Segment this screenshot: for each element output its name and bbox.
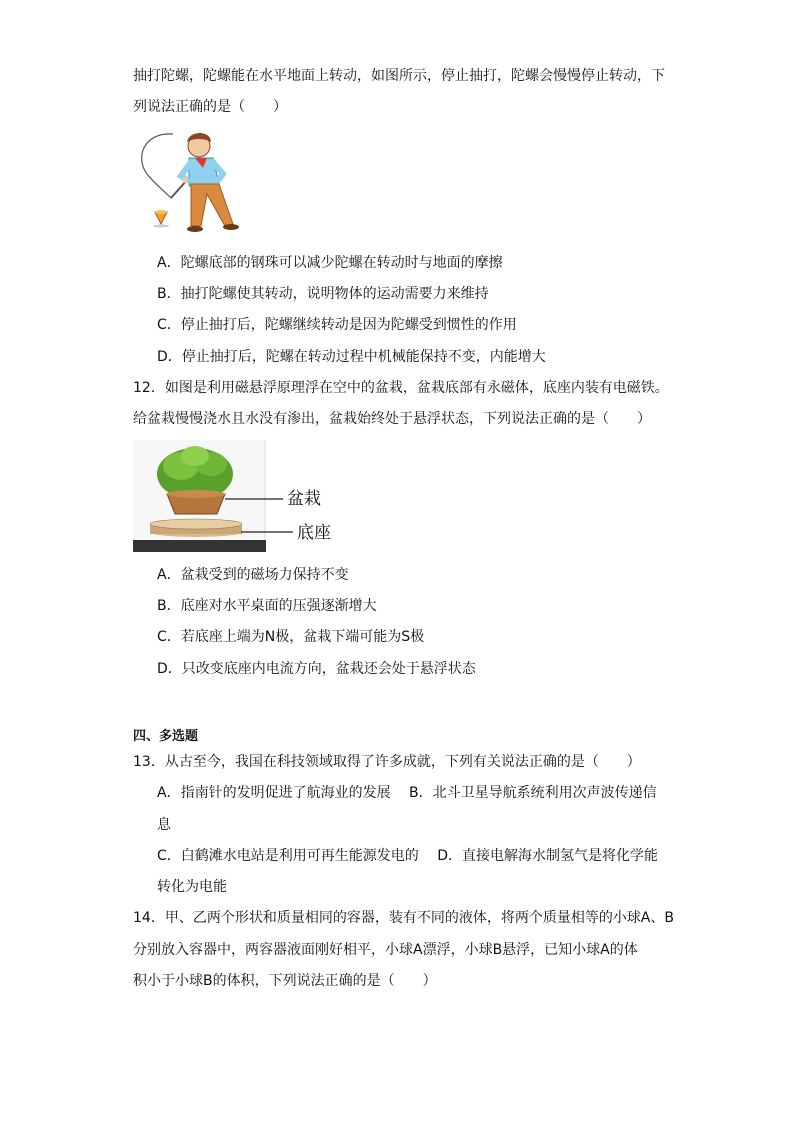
q12-option-b: B．底座对水平桌面的压强逐渐增大 [157,598,377,614]
q11-option-b: B．抽打陀螺使其转动，说明物体的运动需要力来维持 [157,286,489,302]
q14-line2: 分别放入容器中，两容器液面刚好相平，小球A漂浮，小球B悬浮，已知小球A的体 [133,942,638,958]
q11-option-d: D．停止抽打后，陀螺在转动过程中机械能保持不变，内能增大 [157,349,546,365]
q12-figure-label-base: 底座 [297,523,331,543]
section-title: 四、多选题 [133,729,199,744]
boy-whipping-spinning-top-icon [133,128,263,240]
q12-stem-line2: 给盆栽慢慢浇水且水没有渗出，盆栽始终处于悬浮状态，下列说法正确的是（ ） [133,411,651,427]
q11-stem-line1: 抽打陀螺，陀螺能在水平地面上转动，如图所示，停止抽打，陀螺会慢慢停止转动，下 [133,68,665,84]
q13-stem: 13．从古至今，我国在科技领域取得了许多成就，下列有关说法正确的是（ ） [133,754,641,770]
q13-options-row2: C．白鹤滩水电站是利用可再生能源发电的 D．直接电解海水制氢气是将化学能 [157,848,659,864]
q11-option-a: A．陀螺底部的钢珠可以减少陀螺在转动时与地面的摩擦 [157,255,503,271]
q11-stem-line2: 列说法正确的是（ ） [133,99,287,115]
q14-line1: 14．甲、乙两个形状和质量相同的容器，装有不同的液体，将两个质量相等的小球A、B [133,910,674,926]
q12-option-a: A．盆栽受到的磁场力保持不变 [157,567,349,583]
q12-option-c: C．若底座上端为N极，盆栽下端可能为S极 [157,629,425,645]
q13-options-row1: A．指南针的发明促进了航海业的发展 B．北斗卫星导航系统利用次声波传递信 [157,785,657,801]
q12-stem-line1: 12．如图是利用磁悬浮原理浮在空中的盆栽，盆栽底部有永磁体，底座内装有电磁铁。 [133,380,669,396]
q14-line3: 积小于小球B的体积，下列说法正确的是（ ） [133,973,437,989]
q12-figure-label-pot: 盆栽 [287,489,321,509]
q11-option-c: C．停止抽打后，陀螺继续转动是因为陀螺受到惯性的作用 [157,317,517,333]
q13-options-row2-cont: 转化为电能 [157,879,227,895]
q13-options-row1-cont: 息 [157,817,171,833]
q12-option-d: D．只改变底座内电流方向，盆栽还会处于悬浮状态 [157,661,476,677]
